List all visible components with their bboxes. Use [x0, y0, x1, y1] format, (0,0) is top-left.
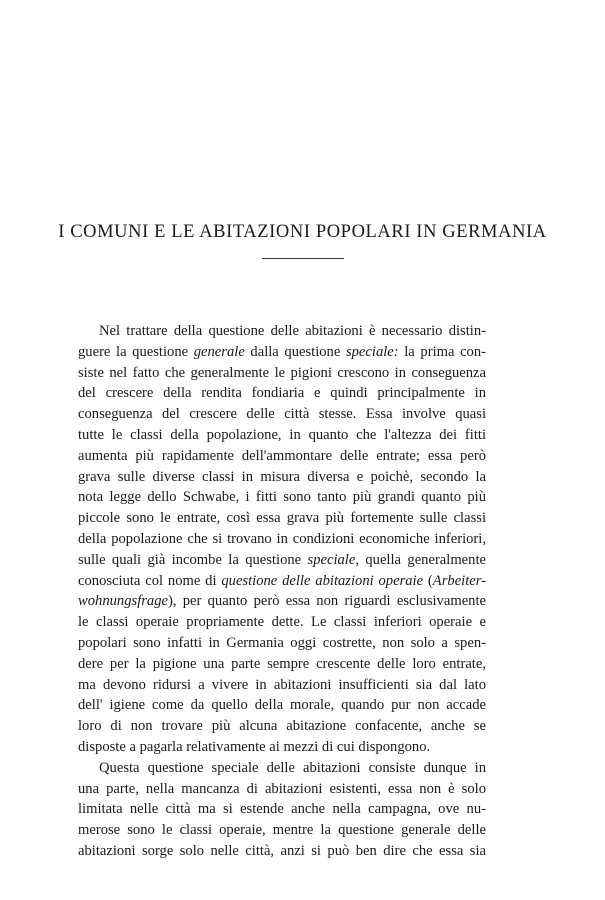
text-segment: sulle quali già incombe la questione — [78, 551, 308, 568]
text-segment: dalla questione — [244, 343, 346, 360]
text-line — [78, 716, 486, 737]
text-line — [78, 758, 486, 779]
text-segment: , quella generalmente — [355, 551, 486, 568]
text-segment: le classi operaie propriamente dette. Le classi inferiori operaie e — [78, 614, 486, 631]
text-line — [78, 675, 486, 696]
text-segment: aumenta più rapidamente dell'ammontare delle entrate; essa però — [78, 447, 486, 464]
text-line — [78, 383, 486, 404]
italic-text: speciale — [307, 551, 356, 568]
italic-text: speciale: — [345, 343, 399, 360]
text-line — [78, 425, 486, 446]
text-segment: la prima con- — [398, 343, 486, 360]
text-line — [78, 799, 486, 820]
text-line — [78, 550, 486, 571]
text-line — [78, 321, 486, 342]
chapter-title: I COMUNI E LE ABITAZIONI POPOLARI IN GERMANIA — [58, 222, 547, 242]
text-segment: conosciuta col nome di — [78, 572, 222, 589]
text-line — [78, 487, 486, 508]
text-line — [78, 654, 486, 675]
body-text — [78, 321, 486, 862]
text-segment: merose sono le classi operaie, mentre la questione generale delle — [78, 822, 486, 839]
text-segment: popolari sono infatti in Germania oggi costrette, non solo a spen- — [78, 634, 486, 651]
text-line — [78, 695, 486, 716]
text-line — [78, 342, 486, 363]
text-segment: conseguenza del crescere delle città stesse. Essa involve quasi — [78, 406, 486, 423]
text-line — [78, 820, 486, 841]
text-segment: abitazioni sorge solo nelle città, anzi si può ben dire che essa sia — [78, 842, 486, 859]
text-segment: loro di non trovare più alcuna abitazione confacente, anche se — [78, 718, 486, 735]
text-line — [78, 633, 486, 654]
text-segment: ), per quanto però essa non riguardi esclusivamente — [168, 593, 486, 610]
text-segment: dell' igiene come da quello della morale, quando pur non accade — [78, 697, 486, 714]
text-segment: una parte, nella mancanza di abitazioni esistenti, essa non è solo — [78, 780, 486, 797]
text-line — [78, 404, 486, 425]
title-divider — [262, 258, 344, 259]
italic-text: questione delle abitazioni operaie — [221, 572, 424, 589]
text-segment: della popolazione che si trovano in condizioni economiche inferiori, — [78, 530, 486, 547]
text-line — [78, 467, 486, 488]
text-line — [78, 779, 486, 800]
italic-text: generale — [193, 343, 245, 360]
text-segment: piccole sono le entrate, così essa grava più fortemente sulle classi — [78, 510, 486, 527]
text-line — [78, 737, 486, 758]
text-segment: siste nel fatto che generalmente le pigioni crescono in conseguenza — [78, 364, 486, 381]
text-segment: Nel trattare della questione delle abitazioni è necessario distin- — [99, 323, 486, 339]
italic-text: Arbeiter- — [432, 572, 486, 589]
text-segment: tutte le classi della popolazione, in quanto che l'altezza dei fitti — [78, 426, 486, 443]
text-segment: grava sulle diverse classi in misura diversa e poichè, secondo la — [78, 468, 486, 485]
text-line — [78, 363, 486, 384]
text-segment: Questa questione speciale delle abitazioni consiste dunque in — [99, 759, 486, 776]
text-line — [78, 508, 486, 529]
italic-text: wohnungsfrage — [78, 593, 168, 610]
text-segment: ( — [423, 572, 433, 589]
text-segment: nota legge dello Schwabe, i fitti sono tanto più grandi quanto più — [78, 489, 486, 506]
text-line — [78, 841, 486, 862]
text-line — [78, 571, 486, 592]
text-segment: ma devono ridursi a vivere in abitazioni insufficienti sia dal lato — [78, 676, 486, 693]
text-segment: del crescere della rendita fondiaria e quindi principalmente in — [78, 385, 486, 402]
text-segment: guere la questione — [78, 343, 194, 360]
text-line — [78, 529, 486, 550]
text-segment: limitata nelle città ma si estende anche nella campagna, ove nu- — [78, 801, 486, 818]
text-line — [78, 591, 486, 612]
text-segment: disposte a pagarla relativamente ai mezzi di cui dispongono. — [78, 738, 431, 755]
text-line — [78, 612, 486, 633]
text-line — [78, 446, 486, 467]
text-segment: dere per la pigione una parte sempre crescente delle loro entrate, — [78, 655, 486, 672]
